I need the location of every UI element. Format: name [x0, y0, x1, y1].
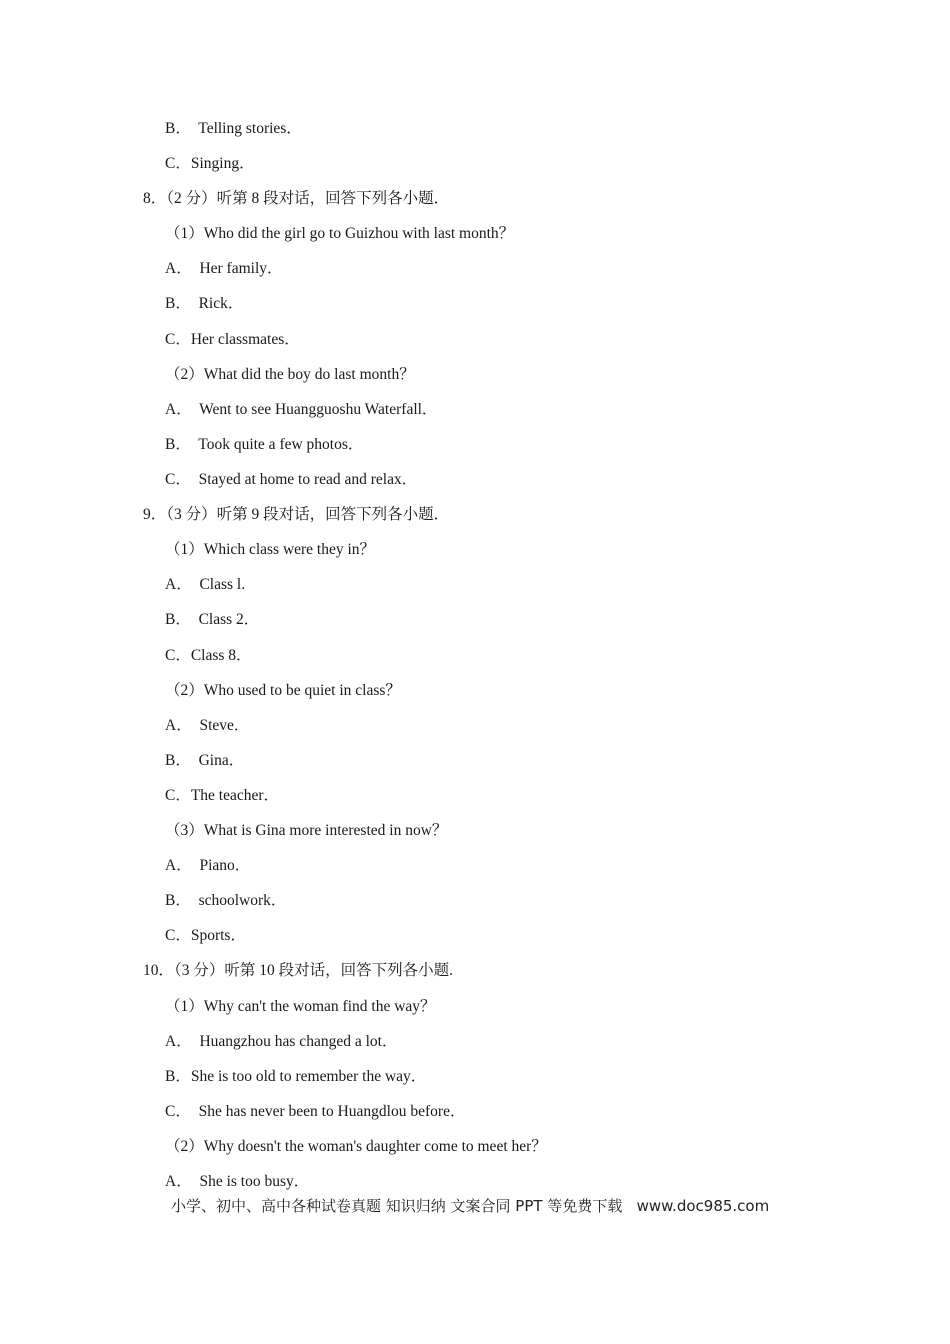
subquestion-8-1: （1）Who did the girl go to Guizhou with last month？	[165, 225, 515, 242]
option-c: C．Singing．	[165, 155, 255, 172]
option-a: A． Huangzhou has changed a lot．	[165, 1033, 398, 1050]
option-b: B． Telling stories．	[165, 120, 302, 137]
option-c: C． Stayed at home to read and relax．	[165, 471, 418, 488]
option-a: A． Class l.	[165, 576, 246, 593]
subquestion-10-2: （2）Why doesn't the woman's daughter come to meet her？	[165, 1138, 547, 1155]
subquestion-9-3: （3）What is Gina more interested in now？	[165, 822, 448, 839]
option-c: C．Her classmates．	[165, 331, 300, 348]
option-a: A． Steve．	[165, 717, 250, 734]
question-9-heading: 9．（3 分）听第 9 段对话，回答下列各小题．	[143, 506, 450, 523]
option-a: A． Piano．	[165, 857, 251, 874]
option-c: C．The teacher．	[165, 787, 280, 804]
option-a: A． Her family．	[165, 260, 283, 277]
option-b: B． Gina．	[165, 752, 245, 769]
question-10-heading: 10．（3 分）听第 10 段对话，回答下列各小题.	[143, 962, 454, 979]
option-a: A． Went to see Huangguoshu Waterfall．	[165, 401, 438, 418]
option-a: A． She is too busy．	[165, 1173, 310, 1190]
subquestion-8-2: （2）What did the boy do last month？	[165, 366, 415, 383]
option-b: B． Class 2．	[165, 611, 260, 628]
question-8-heading: 8．（2 分）听第 8 段对话，回答下列各小题．	[143, 190, 450, 207]
subquestion-9-1: （1）Which class were they in？	[165, 541, 376, 558]
option-c: C． She has never been to Huangdlou before．	[165, 1103, 466, 1120]
option-b: B． Took quite a few photos．	[165, 436, 364, 453]
footer-watermark: 小学、初中、高中各种试卷真题 知识归纳 文案合同 PPT 等免费下载 www.doc985.com	[171, 1197, 770, 1215]
option-c: C．Sports．	[165, 927, 246, 944]
option-b: B． schoolwork．	[165, 892, 287, 909]
subquestion-9-2: （2）Who used to be quiet in class？	[165, 682, 401, 699]
option-c: C．Class 8．	[165, 647, 252, 664]
option-b: B． Rick．	[165, 295, 244, 312]
option-b: B．She is too old to remember the way．	[165, 1068, 427, 1085]
subquestion-10-1: （1）Why can't the woman find the way？	[165, 998, 436, 1015]
